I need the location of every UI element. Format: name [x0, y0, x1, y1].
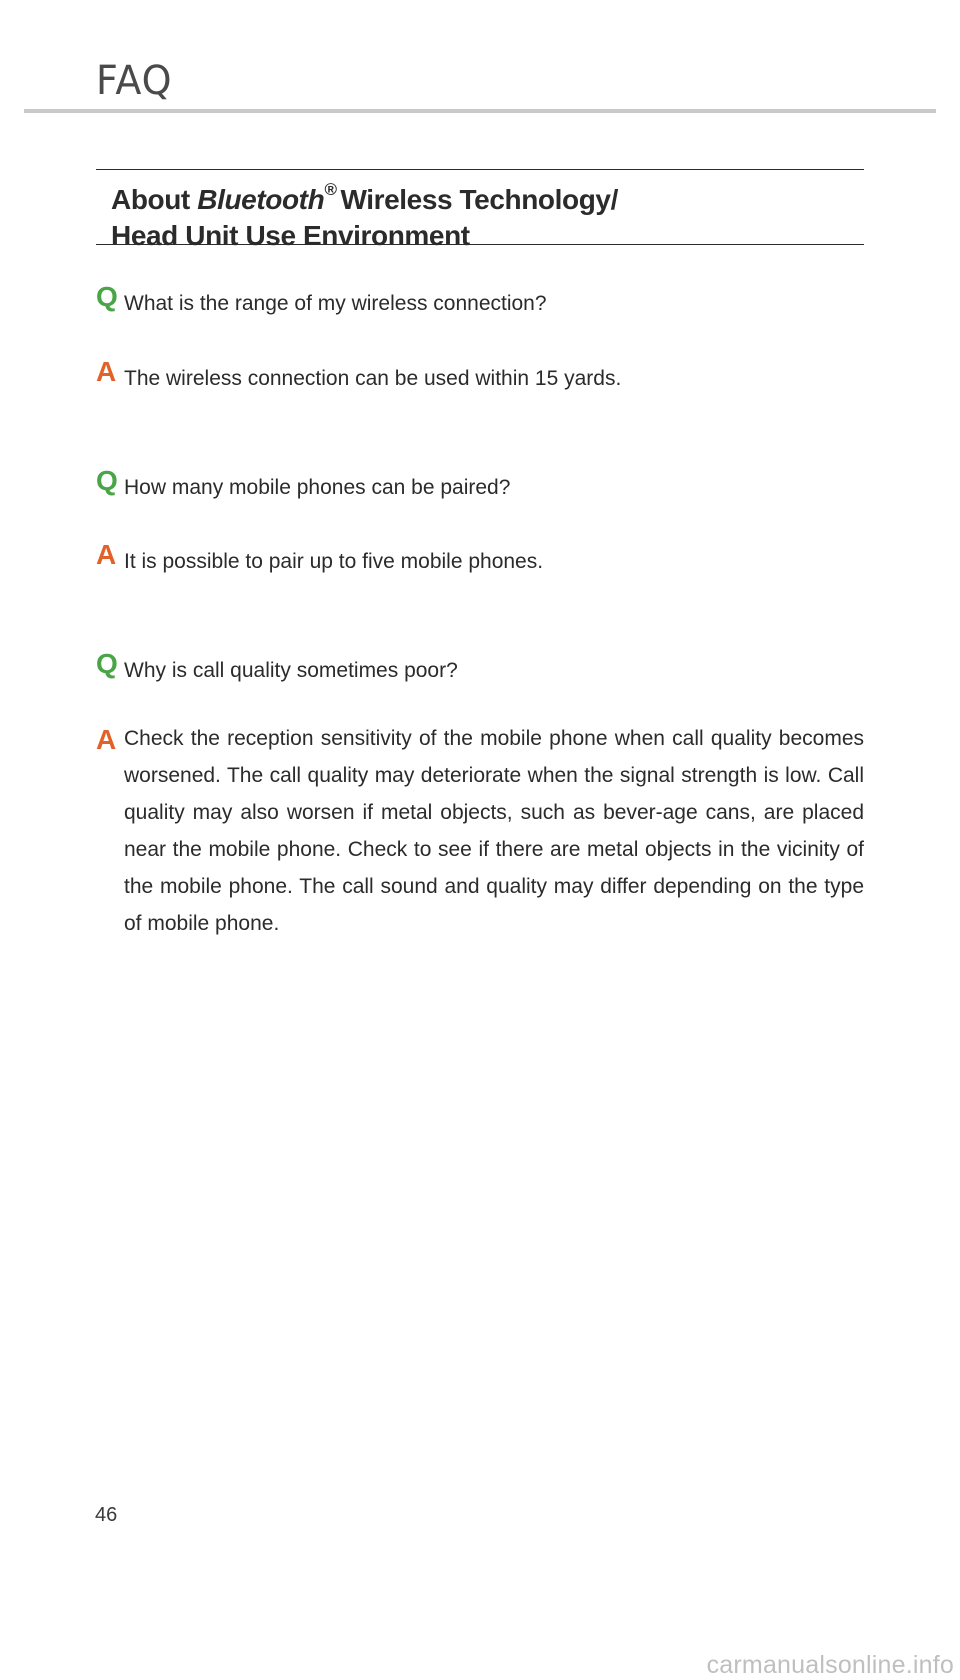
section-title-brand: Bluetooth [197, 184, 325, 215]
answer-mark-icon: A [96, 539, 117, 570]
page-number: 46 [95, 1504, 118, 1526]
section-title [111, 172, 618, 254]
answer-mark-icon: A [96, 356, 117, 387]
watermark: carmanualsonline.info [706, 1651, 954, 1679]
answer-text: The wireless connection can be used within 15 yards. [124, 367, 622, 390]
question-mark-icon: Q [96, 648, 118, 679]
answer-mark-icon: A [96, 724, 117, 755]
page-header-title: FAQ [96, 58, 173, 104]
registered-mark: ® [324, 180, 337, 199]
answer-text: Check the reception sensitivity of the mobile phone when call quality becomes worsened. The call quality may deteriorate when the signal strength is low. Call quality may also worsen if metal objects, such as bever-age cans, are placed near the mobile phone. Check to see if there are metal objects in the vicinity of the mobile phone. The call sound and quality may differ depending on the type of mobile phone. [124, 727, 864, 935]
header-rule [24, 109, 936, 113]
section-title-line1-rest: Wireless Technology/ [340, 184, 618, 215]
section-heading-box [96, 169, 864, 251]
question-text: Why is call quality sometimes poor? [124, 659, 458, 682]
question-mark-icon: Q [96, 281, 118, 312]
question-text: How many mobile phones can be paired? [124, 476, 511, 499]
question-mark-icon: Q [96, 465, 118, 496]
question-text: What is the range of my wireless connection? [124, 292, 547, 315]
section-title-line2: Head Unit Use Environment [111, 220, 470, 251]
section-title-prefix: About [111, 184, 198, 215]
answer-text: It is possible to pair up to five mobile phones. [124, 550, 544, 573]
